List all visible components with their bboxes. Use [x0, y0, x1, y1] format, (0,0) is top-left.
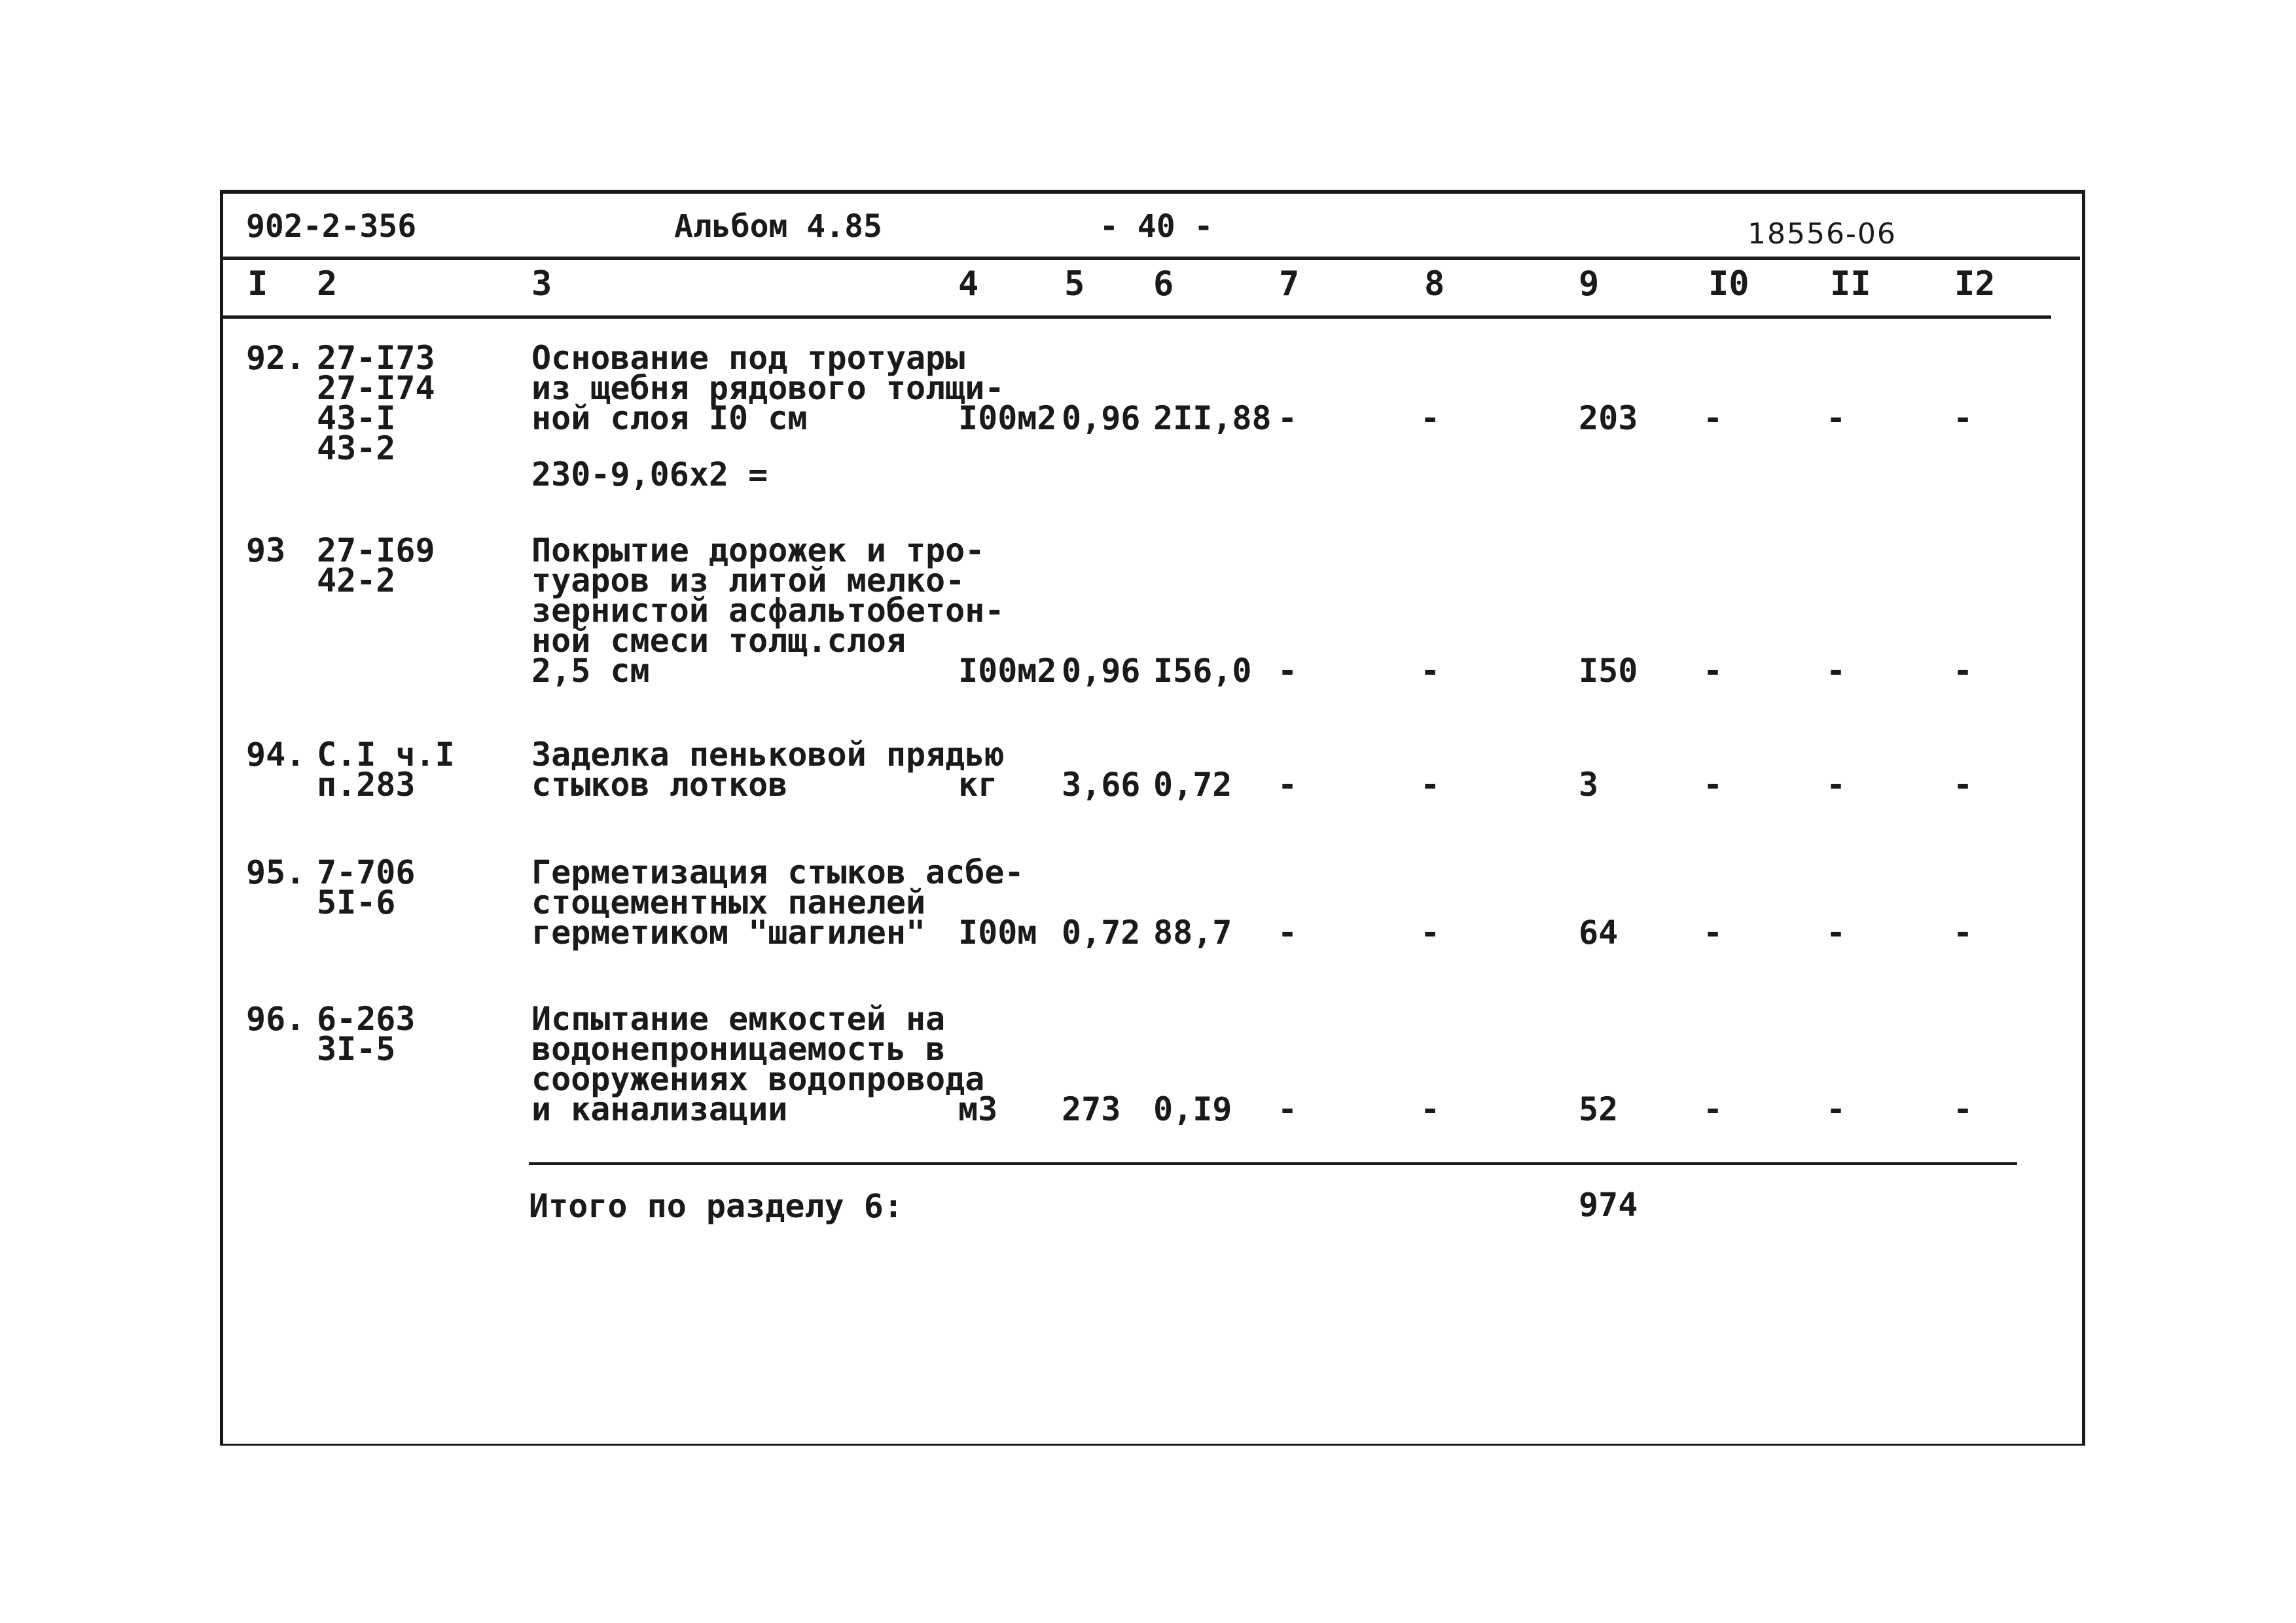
column-number: 9 [1579, 264, 1600, 304]
total-value: 974 [1579, 1186, 1638, 1224]
column-number: I [247, 264, 268, 304]
row-col9: 52 [1579, 1090, 1619, 1128]
album-label: Альбом 4.85 [674, 208, 882, 245]
row-description-line: Покрытие дорожек и тро- [531, 531, 985, 569]
row-rate: 0,72 [1153, 766, 1232, 804]
column-number: 3 [531, 264, 552, 304]
row-col11: - [1826, 914, 1846, 952]
row-col7: - [1278, 399, 1298, 437]
row-description-line: водонепроницаемость в [531, 1030, 946, 1068]
row-col9: 203 [1579, 399, 1638, 437]
row-quantity: 0,72 [1062, 914, 1141, 952]
row-rate: 0,I9 [1153, 1090, 1232, 1128]
row-col9: 64 [1579, 914, 1619, 952]
total-label: Итого по разделу 6: [529, 1187, 903, 1225]
row-code: 5I-6 [317, 883, 396, 921]
page-number: - 40 - [1100, 208, 1213, 245]
column-number: II [1830, 264, 1871, 304]
row-col9: 3 [1579, 766, 1599, 804]
column-number: 5 [1064, 264, 1085, 304]
row-col7: - [1278, 914, 1298, 952]
row-col10: - [1703, 914, 1723, 952]
row-quantity: 0,96 [1062, 652, 1141, 690]
row-unit: I00м [958, 914, 1037, 952]
row-code: 43-2 [317, 429, 396, 467]
row-col10: - [1703, 1090, 1723, 1128]
row-col12: - [1953, 652, 1973, 690]
row-col11: - [1826, 399, 1846, 437]
row-code: С.I ч.I [317, 736, 455, 774]
header-divider [221, 257, 2080, 260]
row-col9: I50 [1579, 652, 1638, 690]
row-description-line: ной смеси толщ.слоя [531, 622, 906, 660]
row-description-line: Испытание емкостей на [531, 1000, 946, 1038]
row-col7: - [1278, 1090, 1298, 1128]
row-unit: I00м2 [958, 652, 1057, 690]
row-col11: - [1826, 1090, 1846, 1128]
row-col12: - [1953, 914, 1973, 952]
row-description-line: стыков лотков [531, 766, 788, 804]
row-col12: - [1953, 399, 1973, 437]
row-number: 95. [246, 853, 306, 891]
row-col10: - [1703, 766, 1723, 804]
row-description-line: Основание под тротуары [531, 339, 965, 377]
row-description-line: зернистой асфальтобетон- [531, 592, 1005, 630]
registration-number: 18556-06 [1748, 217, 1897, 251]
row-code: 42-2 [317, 562, 396, 599]
row-code: п.283 [317, 766, 416, 804]
row-quantity: 3,66 [1062, 766, 1141, 804]
row-description-line: стоцементных панелей [531, 883, 926, 921]
row-code: 7-706 [317, 853, 416, 891]
row-quantity: 0,96 [1062, 399, 1141, 437]
row-description-line: сооружениях водопровода [531, 1060, 985, 1098]
row-col12: - [1953, 766, 1973, 804]
row-unit: м3 [958, 1090, 998, 1128]
row-description-line: Герметизация стыков асбе- [531, 853, 1024, 891]
row-description-line: и канализации [531, 1090, 788, 1128]
row-code: 27-I74 [317, 369, 435, 407]
row-code: 43-I [317, 399, 396, 437]
row-rate: 2II,88 [1153, 399, 1272, 437]
row-formula: 230-9,06х2 = [531, 455, 768, 493]
row-code: 27-I69 [317, 531, 435, 569]
column-number: I0 [1708, 264, 1749, 304]
column-number: 7 [1279, 264, 1300, 304]
column-number: 6 [1153, 264, 1174, 304]
row-col7: - [1278, 766, 1298, 804]
row-rate: I56,0 [1153, 652, 1252, 690]
row-col11: - [1826, 766, 1846, 804]
column-number: 4 [958, 264, 979, 304]
row-description-line: ной слоя I0 см [531, 399, 808, 437]
row-quantity: 273 [1062, 1090, 1121, 1128]
row-col8: - [1420, 399, 1441, 437]
row-rate: 88,7 [1153, 914, 1232, 952]
total-divider [529, 1162, 2017, 1165]
row-unit: кг [958, 766, 998, 804]
page-frame [220, 190, 2085, 1446]
row-col10: - [1703, 652, 1723, 690]
row-code: 27-I73 [317, 339, 435, 377]
row-number: 93 [246, 531, 286, 569]
column-number: I2 [1954, 264, 1996, 304]
row-number: 94. [246, 736, 306, 774]
row-col7: - [1278, 652, 1298, 690]
row-description-line: герметиком "шагилен" [531, 914, 926, 952]
column-number: 2 [317, 264, 338, 304]
row-col11: - [1826, 652, 1846, 690]
column-number: 8 [1424, 264, 1445, 304]
row-col10: - [1703, 399, 1723, 437]
document-code: 902-2-356 [246, 208, 417, 245]
row-col8: - [1420, 652, 1441, 690]
row-description-line: туаров из литой мелко- [531, 562, 965, 599]
row-description-line: из щебня рядового толщи- [531, 369, 1005, 407]
row-unit: I00м2 [958, 399, 1057, 437]
row-col12: - [1953, 1090, 1973, 1128]
row-description-line: 2,5 см [531, 652, 650, 690]
row-number: 92. [246, 339, 306, 377]
row-col8: - [1420, 766, 1441, 804]
row-col8: - [1420, 1090, 1441, 1128]
row-col8: - [1420, 914, 1441, 952]
row-description-line: Заделка пеньковой прядью [531, 736, 1005, 774]
row-code: 3I-5 [317, 1030, 396, 1068]
column-header-divider [221, 315, 2051, 319]
row-number: 96. [246, 1000, 306, 1038]
row-code: 6-263 [317, 1000, 416, 1038]
